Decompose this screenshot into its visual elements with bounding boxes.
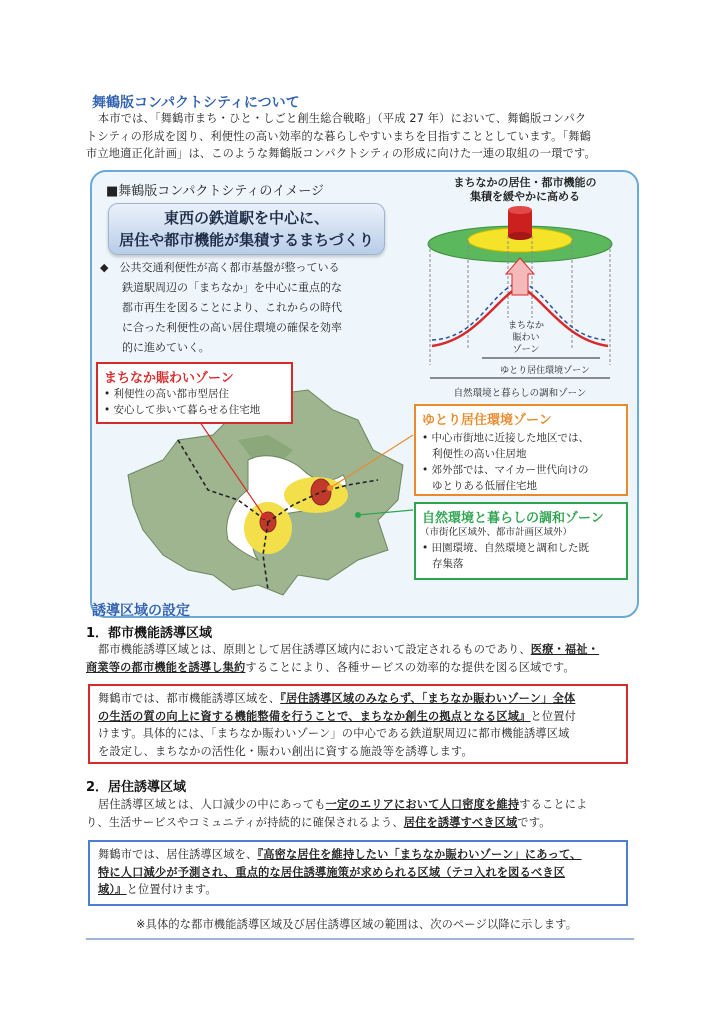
emphasis-span: 『高密な居住を維持したい「まちなか賑わいゾーン」にあって、 xyxy=(257,848,582,861)
diagram-title-line: 集積を緩やかに高める xyxy=(470,190,580,203)
intro-line: 本市では、「舞鶴市まち・ひと・しごと創生総合戦略」（平成 27 年）において、舞鶴版コンパク xyxy=(98,112,587,125)
bullet-line: ◆ 公共交通利便性が高く都市基盤が整っている xyxy=(100,261,340,274)
subheading-residential-area: 2．居住誘導区域 xyxy=(86,780,187,795)
box-line xyxy=(98,846,620,864)
center-cylinder-top xyxy=(508,206,532,214)
zone-box-subtitle: （市街化区域外、都市計画区域外） xyxy=(420,527,573,538)
paragraph-line xyxy=(86,814,646,832)
emphasis-span: 医療・福祉・ xyxy=(530,643,600,656)
zone-box-item: • 利便性の高い都市型居住 xyxy=(104,388,230,400)
box-line xyxy=(98,881,620,899)
diagram-title-line: まちなかの居住・都市機能の xyxy=(453,176,597,189)
text-span: と位置付けます。 xyxy=(126,883,217,896)
zone-box-title: 自然環境と暮らしの調和ゾーン xyxy=(422,511,604,526)
box-line: けます。具体的には、「まちなか賑わいゾーン」の中心である鉄道駅周辺に都市機能誘導区域 xyxy=(98,727,570,740)
concept-banner xyxy=(108,203,385,255)
zone-box-item: • 中心市街地に近接した地区では、 xyxy=(422,432,590,444)
diagram-yutori-label: ゆとり居住環境ゾーン xyxy=(490,363,600,376)
emphasis-span: 域）』 xyxy=(98,883,127,896)
arrow-up-icon xyxy=(506,258,534,295)
section-heading-compact-city: 舞鶴版コンパクトシティについて xyxy=(92,95,300,111)
box-line xyxy=(98,864,620,882)
urban-function-paragraph xyxy=(86,641,646,676)
emphasis-span: の生活の質の向上に資する機能整備を行うことで、まちなか創生の拠点となる区域』 xyxy=(98,709,531,723)
zone-box-title: まちなか賑わいゾーン xyxy=(104,371,234,386)
banner-line: 居住や都市機能が集積するまちづくり xyxy=(119,231,374,249)
bullet-line: 都市再生を図ることにより、これからの時代 xyxy=(122,301,342,314)
zone-box-machinaka xyxy=(96,362,293,424)
residential-policy-box xyxy=(88,840,628,906)
emphasis-span: 商業等の都市機能を誘導し集約 xyxy=(86,660,246,674)
emphasis-span: 居住を誘導すべき区域 xyxy=(403,815,518,829)
zone-box-yutori xyxy=(414,404,628,496)
emphasis-span: 特に人口減少が予測され、重点的な居住誘導施策が求められる区域（テコ入れを図るべき区 xyxy=(98,865,566,879)
text-span: 舞鶴市では、居住誘導区域を、 xyxy=(98,848,258,861)
diagram-nature-label: 自然環境と暮らしの調和ゾーン xyxy=(453,388,587,399)
zone-box-item: 利便性の高い住居地 xyxy=(432,448,527,460)
emphasis-span: 『居住誘導区域のみならず、「まちなか賑わいゾーン」全体 xyxy=(280,692,576,705)
center-cylinder-bottom xyxy=(508,232,532,240)
box-line xyxy=(98,708,620,726)
residential-paragraph xyxy=(86,796,646,831)
text-span: することにより、各種サービスの効率的な提供を図る区域です。 xyxy=(245,660,575,674)
banner-line: 東西の鉄道駅を中心に、 xyxy=(163,209,329,227)
box-line: を設定し、まちなかの活性化・賑わい創出に資する施設等を誘導します。 xyxy=(98,744,473,758)
intro-line: トシティの形成を図り、利便性の高い効率的な暮らしやすいまちを目指すこととしています。「舞鶴 xyxy=(86,129,592,143)
zone-box-item: • 田園環境、自然環境と調和した既 xyxy=(422,542,590,554)
zone-box-item: • 安心して歩いて暮らせる住宅地 xyxy=(104,404,261,416)
emphasis-span: 一定のエリアにおいて人口密度を維持 xyxy=(325,798,520,811)
center-label-line: 賑わい xyxy=(512,333,540,343)
center-label-line: ゾーン xyxy=(512,345,540,355)
section-heading-induction-areas: 誘導区域の設定 xyxy=(92,603,190,619)
callout-dot-red xyxy=(261,513,267,519)
paragraph-line xyxy=(86,659,646,677)
zone-box-item: ゆとりある低層住宅地 xyxy=(432,480,537,492)
footnote: ※具体的な都市機能誘導区域及び居住誘導区域の範囲は、次のページ以降に示します。 xyxy=(136,918,578,931)
text-span: 都市機能誘導区域とは、原則として居住誘導区域内において設定されるものであり、 xyxy=(98,643,531,656)
diagram-center-label xyxy=(506,320,546,356)
intro-line: 市立地適正化計画」は、このような舞鶴版コンパクトシティの形成に向けた一連の取組の一環です。 xyxy=(86,147,596,160)
text-span: です。 xyxy=(517,815,551,829)
subheading-urban-function-area: 1．都市機能誘導区域 xyxy=(86,626,213,641)
text-span: り、生活サービスやコミュニティが持続的に確保されるよう、 xyxy=(86,815,404,829)
text-span: 舞鶴市では、都市機能誘導区域を、 xyxy=(98,692,281,705)
center-label-line: まちなか xyxy=(507,321,544,331)
callout-dot-green xyxy=(355,512,361,518)
paragraph-line xyxy=(86,641,646,659)
text-span: と位置付 xyxy=(530,709,577,723)
intro-paragraph xyxy=(86,110,646,163)
text-span: することによ xyxy=(519,798,588,811)
paragraph-line xyxy=(86,796,646,814)
box-line xyxy=(98,690,620,708)
concept-bullet xyxy=(100,258,400,358)
urban-function-policy-box xyxy=(88,684,628,764)
footer-divider xyxy=(86,938,634,940)
east-center-zone xyxy=(311,479,331,505)
zone-box-item: 存集落 xyxy=(432,558,464,570)
zone-box-nature xyxy=(414,502,628,580)
text-span: 居住誘導区域とは、人口減少の中にあっても xyxy=(98,798,326,811)
bullet-line: に合った利便性の高い居住環境の確保を効率 xyxy=(122,321,342,334)
bullet-line: 鉄道駅周辺の「まちなか」を中心に重点的な xyxy=(122,281,342,294)
zone-box-title: ゆとり居住環境ゾーン xyxy=(422,413,552,428)
zone-box-item: • 郊外部では、マイカー世代向けの xyxy=(422,464,589,476)
bullet-line: 的に進めていく。 xyxy=(122,341,210,354)
panel-title: ■舞鶴版コンパクトシティのイメージ xyxy=(106,184,324,199)
callout-dot-orange xyxy=(327,485,333,491)
